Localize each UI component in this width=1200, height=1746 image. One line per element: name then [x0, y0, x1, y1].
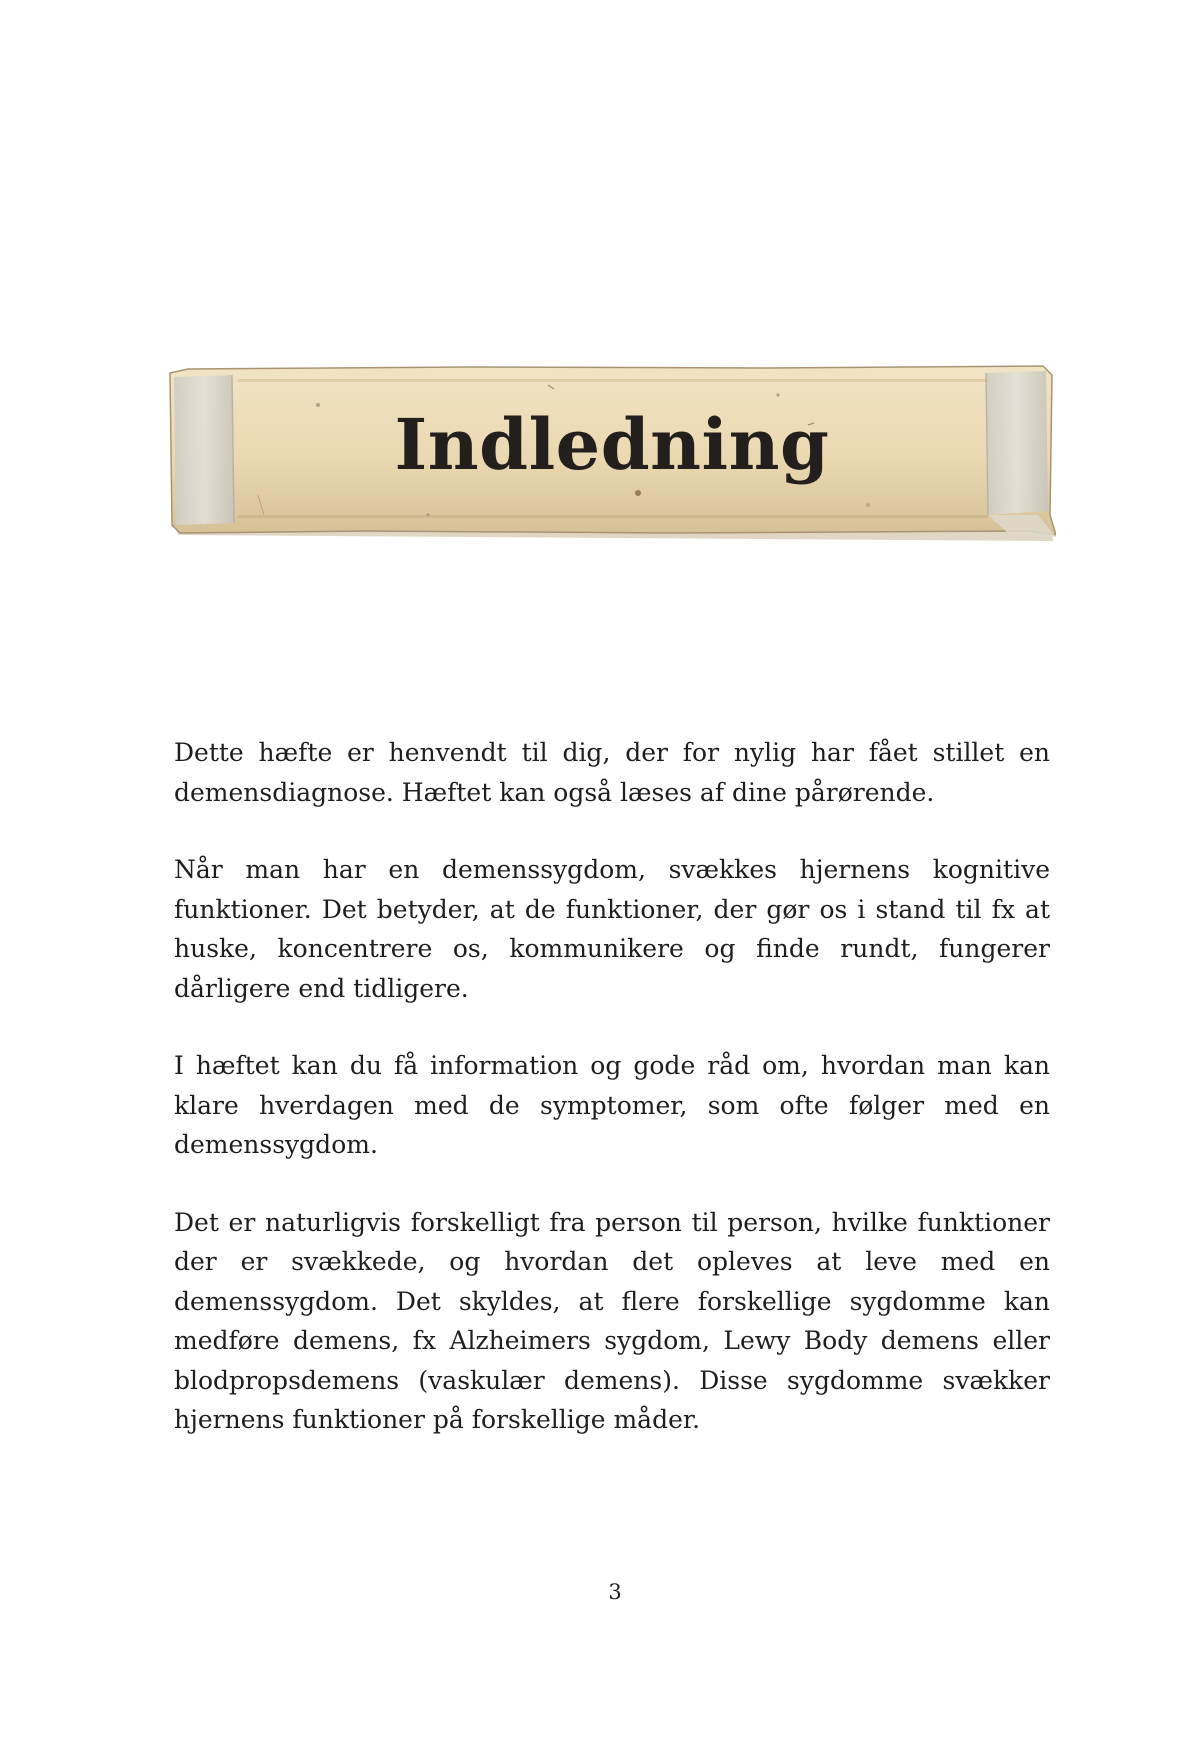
- paragraph-4: Det er naturligvis forskelligt fra person til person, hvilke funktioner der er svækkede, og hvordan det opleves at leve med en demenssygdom. Det skyldes, at flere forskellige sygdomme kan medføre demens, fx Alzheimers sygdom, Lewy Body demens eller blodpropsdemens (vaskulær demens). Disse sygdomme svækker hjernens funktioner på forskellige måder.: [174, 1207, 1050, 1434]
- page-title: Indledning: [394, 403, 830, 486]
- paragraph-3: I hæftet kan du få information og gode råd om, hvordan man kan klare hverdagen med de symptomer, som ofte følger med en demenssygdom.: [174, 1051, 1050, 1159]
- paragraph-2: Når man har en demenssygdom, svækkes hjernens kognitive funktioner. Det betyder, at de funktioner, der gør os i stand til fx at huske, koncentrere os, kommunikere og finde rundt, fungerer dårligere end tidligere.: [174, 855, 1050, 1003]
- body-text: [174, 733, 1050, 1478]
- page-number: 3: [608, 1580, 622, 1604]
- heading-banner: [168, 365, 1056, 545]
- paragraph-1: Dette hæfte er henvendt til dig, der for nylig har fået stillet en demensdiagnose. Hæftet kan også læses af dine pårørende.: [174, 738, 1050, 807]
